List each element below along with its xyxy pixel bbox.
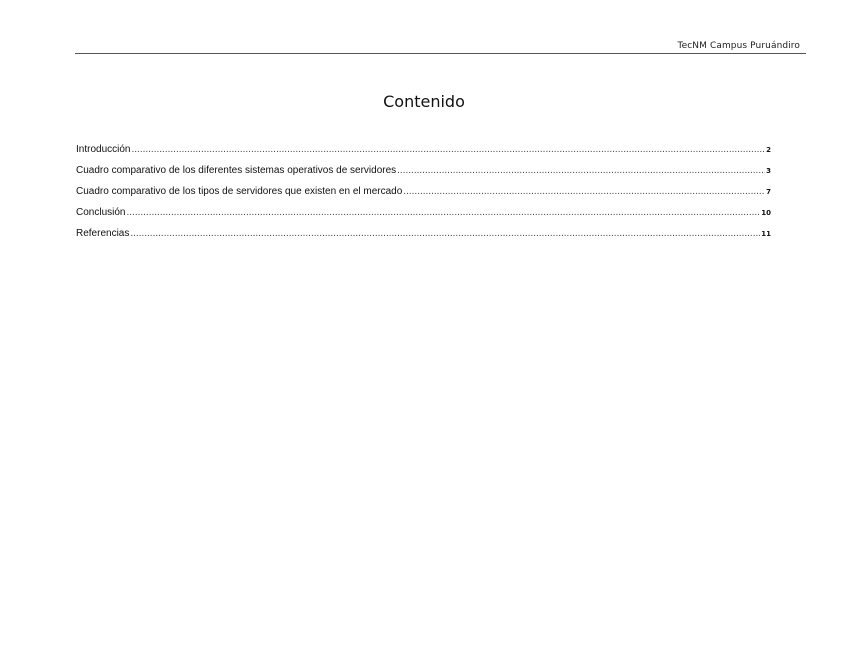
toc-entry[interactable]: [76, 223, 771, 244]
toc-entry[interactable]: [76, 181, 771, 202]
toc-entry-label: Cuadro comparativo de los diferentes sistemas operativos de servidores: [76, 165, 397, 176]
toc-entry-page: 11: [761, 230, 771, 238]
header-divider: [75, 53, 806, 54]
toc-entry-label: Referencias: [76, 228, 130, 239]
toc-dot-leader: [397, 160, 765, 181]
toc-entry-page: 7: [766, 188, 771, 196]
toc-entry[interactable]: [76, 139, 771, 160]
toc-entry[interactable]: [76, 202, 771, 223]
toc-entry-label: Cuadro comparativo de los tipos de servidores que existen en el mercado: [76, 186, 403, 197]
toc-entry-page: 3: [766, 167, 771, 175]
toc-dot-leader: [131, 139, 765, 160]
toc-dot-leader: [126, 202, 760, 223]
toc-dot-leader: [130, 223, 760, 244]
toc-title: Contenido: [383, 92, 465, 111]
toc-dot-leader: [403, 181, 765, 202]
toc-entry[interactable]: [76, 160, 771, 181]
toc-entry-label: Conclusión: [76, 207, 126, 218]
page-header: TecNM Campus Puruándiro: [677, 41, 800, 51]
toc-entry-page: 10: [761, 209, 771, 217]
toc-entry-label: Introducción: [76, 144, 131, 155]
table-of-contents: [76, 139, 771, 244]
toc-entry-page: 2: [766, 146, 771, 154]
